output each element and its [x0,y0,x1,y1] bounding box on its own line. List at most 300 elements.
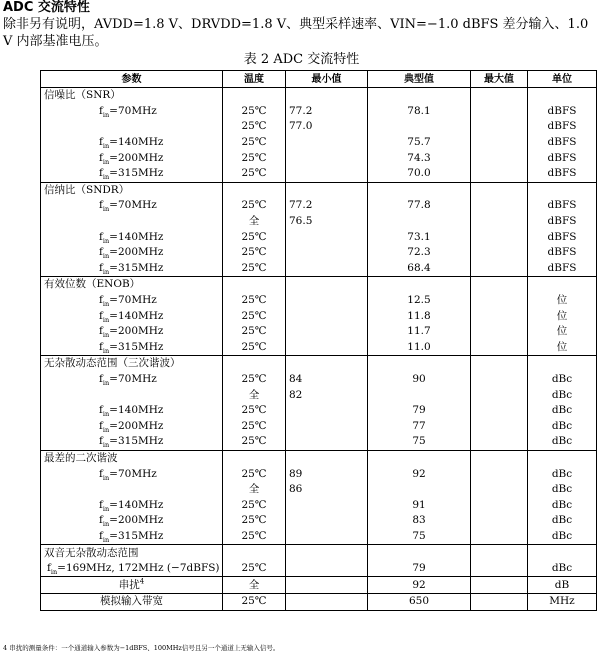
param-suffix: =70MHz [109,199,157,212]
max-cell [471,104,528,120]
typ-cell: 11.7 [368,324,471,340]
param-text: f [99,435,103,448]
table-row [41,356,597,372]
unit-cell: 位 [528,340,597,356]
param-suffix: =315MHz [109,167,164,180]
min-cell [286,561,368,577]
col-header-max: 最大值 [471,71,528,88]
param-text: 串扰 [118,578,140,591]
param-text: 信纳比（SNDR） [44,183,130,196]
typ-cell: 72.3 [368,245,471,261]
max-cell [471,324,528,340]
temp-cell: 25℃ [223,245,286,261]
param-text: f [99,498,103,511]
param-cell [41,324,223,340]
unit-cell: dBFS [528,229,597,245]
temp-cell: 25℃ [223,166,286,182]
typ-cell [368,545,471,561]
param-text: f [99,340,103,353]
col-header-unit: 单位 [528,71,597,88]
param-text: f [99,294,103,307]
typ-cell: 74.3 [368,150,471,166]
unit-cell: dBc [528,529,597,545]
unit-cell: dBc [528,466,597,482]
table-row [41,513,597,529]
table-row [41,466,597,482]
col-header-min: 最小值 [286,71,368,88]
table-row [41,198,597,214]
min-cell [286,356,368,372]
typ-cell: 91 [368,497,471,513]
temp-cell: 25℃ [223,497,286,513]
param-subscript: in [50,568,58,577]
param-cell [41,308,223,324]
table-row [41,135,597,151]
table-header-row [41,71,597,88]
param-cell [41,403,223,419]
param-cell [41,418,223,434]
col-header-temp: 温度 [223,71,286,88]
typ-cell: 92 [368,577,471,594]
param-suffix: =70MHz [109,294,157,307]
unit-cell: dBc [528,513,597,529]
param-cell [41,529,223,545]
param-text: f [99,230,103,243]
param-text: f [99,404,103,417]
temp-cell: 25℃ [223,135,286,151]
table-row [41,482,597,498]
unit-cell: dBc [528,497,597,513]
min-cell [286,513,368,529]
min-cell: 77.0 [286,119,368,135]
min-cell: 76.5 [286,214,368,230]
param-suffix: =140MHz [109,498,164,511]
group-title-cell [41,450,223,466]
param-suffix: =315MHz [109,261,164,274]
param-text: f [99,246,103,259]
param-suffix: =200MHz [109,419,164,432]
table-row [41,372,597,388]
param-cell [41,466,223,482]
typ-cell: 79 [368,561,471,577]
intro-paragraph: 除非另有说明，AVDD=1.8 V、DRVDD=1.8 V、典型采样速率、VIN=−1.0 dBFS 差分输入、1.0 V 内部基准电压。 [3,17,589,49]
unit-cell: dBc [528,482,597,498]
table-row [41,261,597,277]
unit-cell: dB [528,577,597,594]
min-cell [286,594,368,611]
typ-cell: 77 [368,418,471,434]
param-subscript: in [102,410,110,419]
param-suffix: =70MHz [109,372,157,385]
max-cell [471,214,528,230]
section-heading: ADC 交流特性 [3,0,90,15]
group-title-cell [41,182,223,198]
table-row [41,166,597,182]
param-cell [41,293,223,309]
temp-cell: 25℃ [223,119,286,135]
max-cell [471,150,528,166]
unit-cell: 位 [528,324,597,340]
temp-cell: 25℃ [223,229,286,245]
temp-cell: 25℃ [223,434,286,450]
param-text: 有效位数（ENOB） [44,278,141,291]
max-cell [471,497,528,513]
table-row [41,229,597,245]
unit-cell: dBc [528,434,597,450]
unit-cell [528,356,597,372]
param-cell [41,245,223,261]
param-cell [41,513,223,529]
param-suffix: =315MHz [109,340,164,353]
typ-cell: 77.8 [368,198,471,214]
param-text: 模拟输入带宽 [100,595,163,608]
param-cell [41,594,223,611]
param-subscript: in [102,110,110,119]
param-text: f [99,372,103,385]
table-row [41,104,597,120]
max-cell [471,372,528,388]
max-cell [471,466,528,482]
max-cell [471,166,528,182]
typ-cell: 75 [368,434,471,450]
max-cell [471,261,528,277]
unit-cell: dBFS [528,104,597,120]
temp-cell: 全 [223,577,286,594]
param-text: f [99,514,103,527]
min-cell: 84 [286,372,368,388]
typ-cell [368,387,471,403]
table-row [41,561,597,577]
max-cell [471,561,528,577]
table-row [41,497,597,513]
param-suffix: =169MHz, 172MHz (−7dBFS) [57,562,220,575]
typ-cell [368,182,471,198]
param-text: f [47,562,51,575]
min-cell [286,403,368,419]
param-text: f [99,309,103,322]
param-subscript: in [102,236,110,245]
unit-cell: dBc [528,561,597,577]
max-cell [471,450,528,466]
table-row [41,387,597,403]
param-text: f [99,136,103,149]
max-cell [471,245,528,261]
temp-cell: 全 [223,387,286,403]
param-subscript: in [102,267,110,276]
param-cell [41,214,223,230]
table-row [41,277,597,293]
unit-cell: dBFS [528,119,597,135]
param-suffix: =315MHz [109,529,164,542]
max-cell [471,577,528,594]
param-text: f [99,261,103,274]
param-text: f [99,199,103,212]
param-text: f [99,167,103,180]
max-cell [471,182,528,198]
min-cell [286,497,368,513]
temp-cell: 25℃ [223,513,286,529]
temp-cell [223,88,286,104]
param-suffix: =140MHz [109,309,164,322]
param-subscript: in [102,300,110,309]
min-cell: 86 [286,482,368,498]
param-subscript: in [102,252,110,261]
temp-cell: 25℃ [223,324,286,340]
unit-cell: dBc [528,387,597,403]
param-cell [41,229,223,245]
param-cell [41,434,223,450]
temp-cell [223,545,286,561]
temp-cell: 全 [223,482,286,498]
max-cell [471,529,528,545]
table-row [41,418,597,434]
param-suffix: =200MHz [109,246,164,259]
param-subscript: in [102,504,110,513]
min-cell [286,293,368,309]
max-cell [471,418,528,434]
unit-cell: 位 [528,293,597,309]
typ-cell: 78.1 [368,104,471,120]
param-suffix: =140MHz [109,230,164,243]
table-body [41,88,597,611]
max-cell [471,88,528,104]
table-row [41,308,597,324]
temp-cell: 25℃ [223,466,286,482]
typ-cell: 68.4 [368,261,471,277]
typ-cell [368,88,471,104]
table-row [41,450,597,466]
param-subscript: in [102,346,110,355]
max-cell [471,594,528,611]
table-row [41,293,597,309]
param-subscript: in [102,173,110,182]
param-cell [41,119,223,135]
table-row [41,182,597,198]
temp-cell: 25℃ [223,403,286,419]
footnote-text: 串扰的测量条件：一个通道输入参数为−1dBFS、100MHz信号且另一个通道上无输入信号。 [9,644,280,652]
unit-cell [528,450,597,466]
max-cell [471,545,528,561]
temp-cell [223,277,286,293]
min-cell [286,577,368,594]
param-cell [41,482,223,498]
param-subscript: in [102,315,110,324]
param-subscript: in [102,473,110,482]
typ-cell [368,119,471,135]
max-cell [471,135,528,151]
param-subscript: in [102,142,110,151]
param-cell [41,135,223,151]
min-cell [286,434,368,450]
max-cell [471,513,528,529]
param-suffix: =140MHz [109,404,164,417]
typ-cell: 11.0 [368,340,471,356]
min-cell [286,182,368,198]
param-text: f [99,467,103,480]
col-header-param: 参数 [41,71,223,88]
table-row [41,214,597,230]
max-cell [471,356,528,372]
table-row [41,577,597,594]
min-cell [286,166,368,182]
typ-cell [368,277,471,293]
unit-cell: dBFS [528,150,597,166]
min-cell: 82 [286,387,368,403]
typ-cell [368,214,471,230]
param-suffix: =200MHz [109,325,164,338]
temp-cell: 25℃ [223,340,286,356]
unit-cell [528,545,597,561]
col-header-typ: 典型值 [368,71,471,88]
max-cell [471,277,528,293]
param-cell [41,340,223,356]
unit-cell [528,88,597,104]
min-cell [286,418,368,434]
param-text: f [99,151,103,164]
param-cell [41,497,223,513]
typ-cell: 79 [368,403,471,419]
table-row [41,245,597,261]
group-title-cell [41,356,223,372]
param-suffix: =70MHz [109,467,157,480]
min-cell [286,229,368,245]
param-subscript: in [102,441,110,450]
typ-cell: 11.8 [368,308,471,324]
temp-cell: 25℃ [223,293,286,309]
temp-cell: 25℃ [223,198,286,214]
min-cell [286,245,368,261]
max-cell [471,293,528,309]
typ-cell [368,482,471,498]
param-cell [41,561,223,577]
temp-cell: 25℃ [223,594,286,611]
min-cell: 77.2 [286,104,368,120]
min-cell [286,308,368,324]
param-suffix: =315MHz [109,435,164,448]
typ-cell: 650 [368,594,471,611]
unit-cell: dBc [528,403,597,419]
table-row [41,119,597,135]
param-text: f [99,325,103,338]
adc-ac-spec-table [40,70,597,611]
param-subscript: in [102,379,110,388]
unit-cell: dBc [528,418,597,434]
typ-cell: 70.0 [368,166,471,182]
unit-cell: MHz [528,594,597,611]
min-cell [286,88,368,104]
max-cell [471,119,528,135]
max-cell [471,229,528,245]
param-subscript: in [102,331,110,340]
temp-cell [223,356,286,372]
min-cell [286,150,368,166]
max-cell [471,403,528,419]
min-cell: 77.2 [286,198,368,214]
min-cell [286,135,368,151]
unit-cell: dBFS [528,135,597,151]
temp-cell: 25℃ [223,308,286,324]
min-cell [286,277,368,293]
max-cell [471,434,528,450]
param-cell [41,166,223,182]
min-cell [286,529,368,545]
param-text: f [99,104,103,117]
group-title-cell [41,277,223,293]
param-cell [41,104,223,120]
temp-cell: 25℃ [223,561,286,577]
min-cell [286,340,368,356]
min-cell [286,450,368,466]
unit-cell: dBFS [528,198,597,214]
typ-cell: 12.5 [368,293,471,309]
temp-cell: 25℃ [223,261,286,277]
unit-cell [528,277,597,293]
param-cell [41,577,223,594]
param-subscript: in [102,536,110,545]
footnote-mark: 4 [3,644,8,652]
param-cell [41,261,223,277]
param-cell [41,387,223,403]
min-cell [286,261,368,277]
min-cell [286,545,368,561]
param-subscript: in [102,157,110,166]
table-row [41,88,597,104]
table-row [41,150,597,166]
temp-cell: 25℃ [223,104,286,120]
typ-cell: 75.7 [368,135,471,151]
param-text: 无杂散动态范围（三次谐波） [44,357,181,370]
max-cell [471,340,528,356]
typ-cell: 90 [368,372,471,388]
param-cell [41,198,223,214]
footnote [3,644,279,652]
unit-cell: 位 [528,308,597,324]
unit-cell: dBFS [528,166,597,182]
param-suffix: =200MHz [109,151,164,164]
typ-cell: 92 [368,466,471,482]
table-row [41,403,597,419]
param-cell [41,150,223,166]
footnote-ref: 4 [139,577,145,586]
table-row [41,434,597,450]
max-cell [471,198,528,214]
min-cell [286,324,368,340]
max-cell [471,387,528,403]
unit-cell: dBFS [528,214,597,230]
typ-cell: 83 [368,513,471,529]
group-title-cell [41,545,223,561]
temp-cell: 25℃ [223,418,286,434]
temp-cell [223,182,286,198]
typ-cell: 73.1 [368,229,471,245]
param-subscript: in [102,520,110,529]
table-row [41,529,597,545]
temp-cell: 25℃ [223,150,286,166]
typ-cell [368,356,471,372]
param-subscript: in [102,425,110,434]
param-text: f [99,529,103,542]
table-row [41,545,597,561]
unit-cell: dBFS [528,245,597,261]
typ-cell [368,450,471,466]
table-row [41,324,597,340]
param-text: 双音无杂散动态范围 [44,546,139,559]
temp-cell [223,450,286,466]
temp-cell: 全 [223,214,286,230]
max-cell [471,482,528,498]
param-suffix: =200MHz [109,514,164,527]
param-suffix: =140MHz [109,136,164,149]
